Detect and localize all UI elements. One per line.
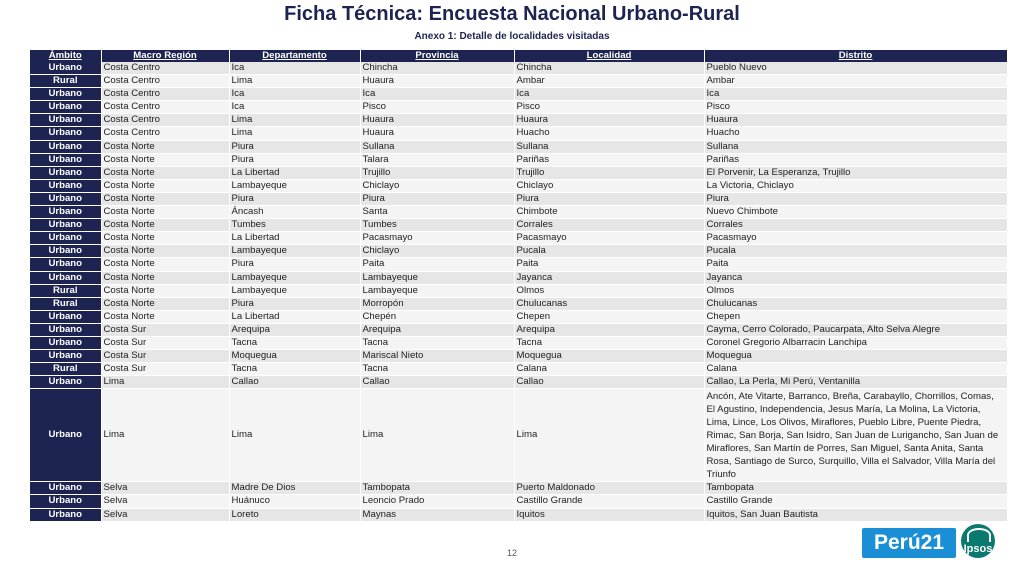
ambito-cell: Urbano — [30, 140, 101, 153]
column-header: Provincia — [360, 50, 514, 62]
ambito-cell: Urbano — [30, 88, 101, 101]
ambito-cell: Urbano — [30, 179, 101, 192]
table-cell: Lambayeque — [360, 284, 514, 297]
ambito-cell: Urbano — [30, 482, 101, 495]
table-cell: Santa — [360, 206, 514, 219]
table-cell: Chincha — [360, 62, 514, 75]
table-cell: Chincha — [514, 62, 704, 75]
table-cell: Lima — [229, 127, 360, 140]
table-cell: Chimbote — [514, 206, 704, 219]
table-cell: Lima — [101, 376, 229, 389]
table-cell: Puerto Maldonado — [514, 482, 704, 495]
table-cell: Chulucanas — [704, 297, 1007, 310]
ambito-cell: Rural — [30, 284, 101, 297]
table-cell: Costa Centro — [101, 127, 229, 140]
table-cell: Huaura — [704, 114, 1007, 127]
ambito-cell: Urbano — [30, 127, 101, 140]
ambito-cell: Rural — [30, 75, 101, 88]
table-row — [30, 323, 1007, 336]
table-cell: Tacna — [360, 336, 514, 349]
table-cell: Trujillo — [360, 166, 514, 179]
table-cell: Pacasmayo — [360, 232, 514, 245]
table-cell: Corrales — [514, 219, 704, 232]
table-cell: Tacna — [229, 336, 360, 349]
table-row — [30, 258, 1007, 271]
table-cell: Lima — [229, 389, 360, 482]
table-row — [30, 114, 1007, 127]
table-cell: Piura — [229, 297, 360, 310]
table-cell: Arequipa — [360, 323, 514, 336]
table-row — [30, 389, 1007, 482]
table-row — [30, 88, 1007, 101]
table-cell: Ambar — [704, 75, 1007, 88]
localities-table — [30, 50, 1008, 522]
table-cell: Lambayeque — [229, 284, 360, 297]
table-cell: La Libertad — [229, 310, 360, 323]
table-cell: Ica — [514, 88, 704, 101]
table-cell: Lambayeque — [229, 179, 360, 192]
table-cell: Piura — [704, 192, 1007, 205]
column-header: Departamento — [229, 50, 360, 62]
table-cell: Lima — [101, 389, 229, 482]
table-header-row — [30, 50, 1007, 62]
table-cell: Pacasmayo — [514, 232, 704, 245]
table-cell: Chepen — [704, 310, 1007, 323]
table-cell: La Victoria, Chiclayo — [704, 179, 1007, 192]
table-cell: Costa Norte — [101, 140, 229, 153]
table-cell: Tacna — [360, 363, 514, 376]
table-cell: Huaura — [360, 127, 514, 140]
table-cell: Piura — [514, 192, 704, 205]
table-cell: Trujillo — [514, 166, 704, 179]
table-cell: Ica — [229, 62, 360, 75]
table-cell: Costa Sur — [101, 350, 229, 363]
table-cell: Paita — [360, 258, 514, 271]
table-cell: Selva — [101, 508, 229, 521]
table-cell: Piura — [360, 192, 514, 205]
table-row — [30, 206, 1007, 219]
table-row — [30, 495, 1007, 508]
table-cell: Corrales — [704, 219, 1007, 232]
table-cell: Chepen — [514, 310, 704, 323]
table-cell: Tambopata — [360, 482, 514, 495]
table-cell: Lambayeque — [229, 245, 360, 258]
table-cell: Costa Norte — [101, 271, 229, 284]
table-cell: Morropón — [360, 297, 514, 310]
table-cell: Castillo Grande — [704, 495, 1007, 508]
table-cell: Lima — [229, 114, 360, 127]
ambito-cell: Urbano — [30, 258, 101, 271]
table-cell: Costa Norte — [101, 166, 229, 179]
table-cell: La Libertad — [229, 166, 360, 179]
table-cell: Calana — [704, 363, 1007, 376]
table-cell: Huánuco — [229, 495, 360, 508]
table-cell: Costa Centro — [101, 101, 229, 114]
table-cell: Iquitos — [514, 508, 704, 521]
table-cell: Costa Norte — [101, 153, 229, 166]
ambito-cell: Urbano — [30, 245, 101, 258]
table-cell: Ica — [360, 88, 514, 101]
table-row — [30, 363, 1007, 376]
ambito-cell: Urbano — [30, 376, 101, 389]
table-cell: Paita — [514, 258, 704, 271]
table-cell: Sullana — [514, 140, 704, 153]
table-cell: Moquegua — [514, 350, 704, 363]
table-cell: Costa Centro — [101, 75, 229, 88]
table-cell: Ica — [229, 88, 360, 101]
table-cell: Chiclayo — [360, 245, 514, 258]
table-cell: Costa Norte — [101, 284, 229, 297]
table-row — [30, 179, 1007, 192]
table-cell: Pisco — [514, 101, 704, 114]
ambito-cell: Urbano — [30, 323, 101, 336]
table-row — [30, 482, 1007, 495]
table-cell: Lima — [514, 389, 704, 482]
table-cell: Costa Norte — [101, 192, 229, 205]
page-subtitle: Anexo 1: Detalle de localidades visitadas — [414, 31, 610, 42]
table-row — [30, 350, 1007, 363]
ambito-cell: Urbano — [30, 389, 101, 482]
table-cell: Talara — [360, 153, 514, 166]
table-row — [30, 101, 1007, 114]
ambito-cell: Rural — [30, 363, 101, 376]
table-row — [30, 297, 1007, 310]
table-cell: Moquegua — [704, 350, 1007, 363]
table-cell: Arequipa — [229, 323, 360, 336]
table-cell: Cayma, Cerro Colorado, Paucarpata, Alto Selva Alegre — [704, 323, 1007, 336]
column-header: Localidad — [514, 50, 704, 62]
table-cell: Huaura — [360, 114, 514, 127]
table-row — [30, 508, 1007, 521]
table-cell: Costa Norte — [101, 258, 229, 271]
table-cell: Huaura — [360, 75, 514, 88]
table-row — [30, 140, 1007, 153]
table-row — [30, 232, 1007, 245]
table-cell: Selva — [101, 482, 229, 495]
table-cell: Costa Sur — [101, 336, 229, 349]
table-cell: Tumbes — [229, 219, 360, 232]
table-cell: Pisco — [704, 101, 1007, 114]
table-cell: Mariscal Nieto — [360, 350, 514, 363]
ambito-cell: Rural — [30, 297, 101, 310]
table-cell: Paita — [704, 258, 1007, 271]
ambito-cell: Urbano — [30, 153, 101, 166]
table-cell: Madre De Dios — [229, 482, 360, 495]
table-cell: Coronel Gregorio Albarracin Lanchipa — [704, 336, 1007, 349]
table-cell: Arequipa — [514, 323, 704, 336]
ambito-cell: Urbano — [30, 192, 101, 205]
table-cell: Pariñas — [514, 153, 704, 166]
table-row — [30, 284, 1007, 297]
table-cell: Lambayeque — [229, 271, 360, 284]
table-cell: Costa Centro — [101, 62, 229, 75]
ambito-cell: Urbano — [30, 219, 101, 232]
ambito-cell: Urbano — [30, 101, 101, 114]
table-cell: Sullana — [704, 140, 1007, 153]
ambito-cell: Urbano — [30, 271, 101, 284]
table-cell: Costa Sur — [101, 323, 229, 336]
table-row — [30, 219, 1007, 232]
table-cell: Leoncio Prado — [360, 495, 514, 508]
table-cell: Costa Sur — [101, 363, 229, 376]
table-cell: Pariñas — [704, 153, 1007, 166]
ambito-cell: Urbano — [30, 495, 101, 508]
table-cell: Piura — [229, 258, 360, 271]
table-row — [30, 127, 1007, 140]
table-cell: Castillo Grande — [514, 495, 704, 508]
table-cell: Callao — [229, 376, 360, 389]
table-cell: Chulucanas — [514, 297, 704, 310]
table-cell: Costa Norte — [101, 206, 229, 219]
table-cell: Costa Norte — [101, 232, 229, 245]
table-cell: Calana — [514, 363, 704, 376]
table-cell: Selva — [101, 495, 229, 508]
table-cell: Callao, La Perla, Mi Perú, Ventanilla — [704, 376, 1007, 389]
ambito-cell: Urbano — [30, 206, 101, 219]
table-row — [30, 245, 1007, 258]
table-cell: Costa Centro — [101, 114, 229, 127]
table-cell: Huacho — [514, 127, 704, 140]
table-cell: Pacasmayo — [704, 232, 1007, 245]
table-cell: Tacna — [229, 363, 360, 376]
table-cell: Huaura — [514, 114, 704, 127]
table-cell: Tumbes — [360, 219, 514, 232]
table-cell: Iquitos, San Juan Bautista — [704, 508, 1007, 521]
table-cell: Callao — [360, 376, 514, 389]
table-cell: Maynas — [360, 508, 514, 521]
ipsos-logo — [961, 524, 995, 558]
table-cell: Callao — [514, 376, 704, 389]
ambito-cell: Urbano — [30, 350, 101, 363]
table-cell: Áncash — [229, 206, 360, 219]
ipsos-ring-icon — [967, 528, 991, 542]
ambito-cell: Urbano — [30, 232, 101, 245]
table-cell: Olmos — [514, 284, 704, 297]
table-cell: Tambopata — [704, 482, 1007, 495]
ambito-cell: Urbano — [30, 310, 101, 323]
table-cell: Pueblo Nuevo — [704, 62, 1007, 75]
ambito-cell: Urbano — [30, 166, 101, 179]
page-number: 12 — [506, 548, 517, 558]
table-cell: Loreto — [229, 508, 360, 521]
table-cell: La Libertad — [229, 232, 360, 245]
table-cell: Costa Centro — [101, 88, 229, 101]
table-cell: Costa Norte — [101, 245, 229, 258]
table-cell: Moquegua — [229, 350, 360, 363]
table-row — [30, 62, 1007, 75]
table-cell: Chiclayo — [514, 179, 704, 192]
table-cell: Pucala — [514, 245, 704, 258]
ambito-cell: Urbano — [30, 336, 101, 349]
table-row — [30, 376, 1007, 389]
table-cell: Lima — [229, 75, 360, 88]
table-cell: Jayanca — [704, 271, 1007, 284]
table-cell: Lima — [360, 389, 514, 482]
ipsos-logo-text: Ipsos — [963, 543, 993, 555]
table-cell: Costa Norte — [101, 297, 229, 310]
peru21-logo: Perú21 — [862, 528, 956, 558]
table-cell: Piura — [229, 153, 360, 166]
ambito-cell: Urbano — [30, 508, 101, 521]
table-cell: Sullana — [360, 140, 514, 153]
table-cell: Costa Norte — [101, 179, 229, 192]
table-cell: Costa Norte — [101, 310, 229, 323]
table-row — [30, 75, 1007, 88]
table-cell: Pucala — [704, 245, 1007, 258]
column-header: Ámbito — [30, 50, 101, 62]
ambito-cell: Urbano — [30, 114, 101, 127]
table-cell: Costa Norte — [101, 219, 229, 232]
table-cell: El Porvenir, La Esperanza, Trujillo — [704, 166, 1007, 179]
table-cell: Pisco — [360, 101, 514, 114]
table-cell: Lambayeque — [360, 271, 514, 284]
table-cell: Piura — [229, 140, 360, 153]
table-cell: Olmos — [704, 284, 1007, 297]
table-cell: Huacho — [704, 127, 1007, 140]
table-cell: Tacna — [514, 336, 704, 349]
table-cell: Jayanca — [514, 271, 704, 284]
table-row — [30, 166, 1007, 179]
table-cell: Chepén — [360, 310, 514, 323]
table-row — [30, 336, 1007, 349]
table-row — [30, 310, 1007, 323]
table-cell: Ica — [229, 101, 360, 114]
column-header: Distrito — [704, 50, 1007, 62]
table-row — [30, 192, 1007, 205]
table-cell: Ica — [704, 88, 1007, 101]
table-row — [30, 153, 1007, 166]
table-body — [30, 62, 1007, 521]
table-row — [30, 271, 1007, 284]
table-cell: Ancón, Ate Vitarte, Barranco, Breña, Carabayllo, Chorrillos, Comas, El Agustino, Independencia, Jesus María, La Molina, La Victoria, Lima, Lince, Los Olivos, Miraflores, Pueblo Libre, Puente Piedra, Rimac, San Borja, San Isidro, San Juan de Lurigancho, San Juan de Miraflores, San Martín de Porres, San Miguel, Santa Anita, Santa Rosa, Santiago de Surco, Surquillo, Villa el Salvador, Villa María del Triunfo — [704, 389, 1007, 482]
column-header: Macro Región — [101, 50, 229, 62]
table-cell: Piura — [229, 192, 360, 205]
table-cell: Ambar — [514, 75, 704, 88]
table-cell: Chiclayo — [360, 179, 514, 192]
table-cell: Nuevo Chimbote — [704, 206, 1007, 219]
ambito-cell: Urbano — [30, 62, 101, 75]
page-title: Ficha Técnica: Encuesta Nacional Urbano-Rural — [284, 3, 740, 25]
